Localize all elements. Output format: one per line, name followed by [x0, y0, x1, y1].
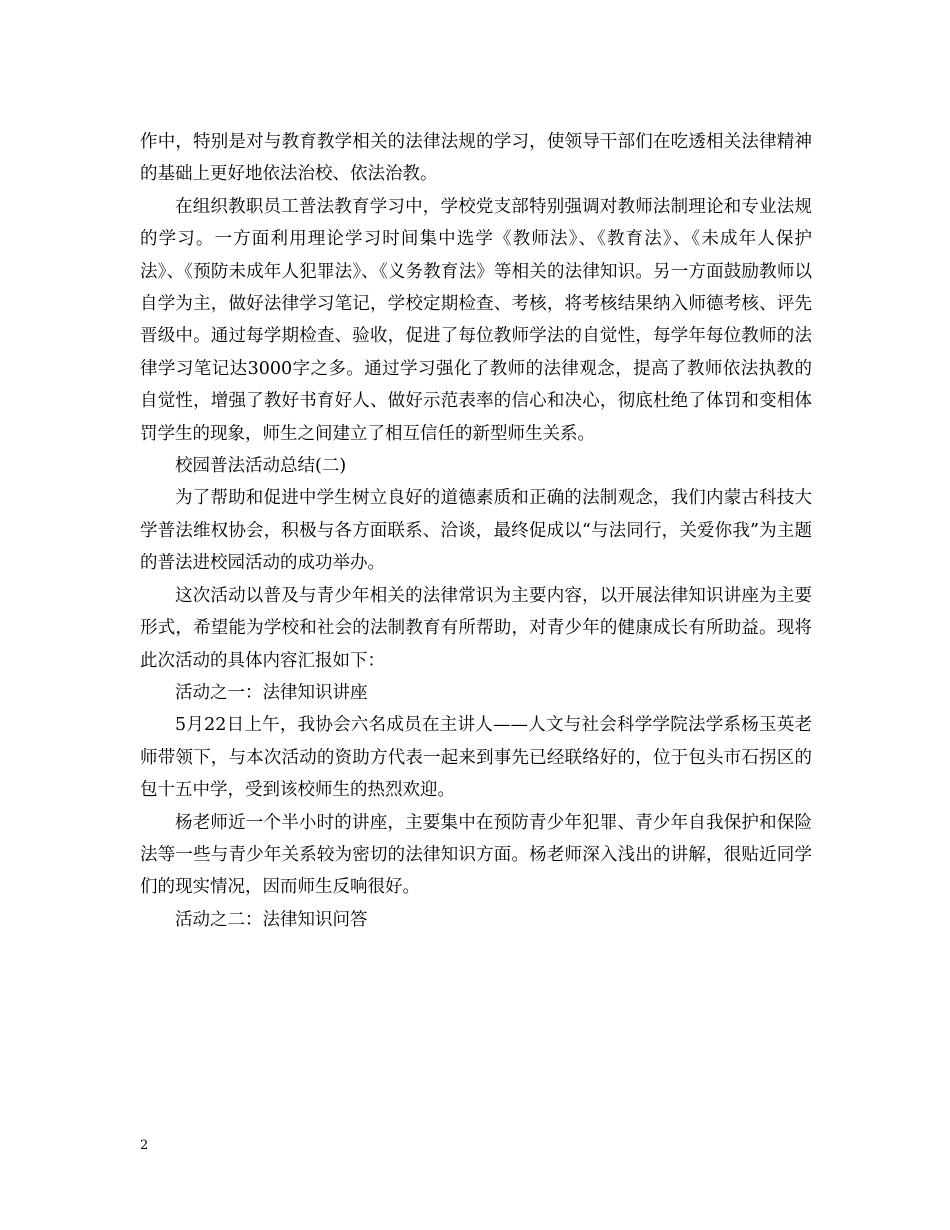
subheading-activity-two: 活动之二：法律知识问答: [175, 909, 368, 930]
subheading-activity-one: 活动之一：法律知识讲座: [175, 682, 368, 703]
paragraph-activity-intro: 为了帮助和促进中学生树立良好的道德素质和正确的法制观念，我们内蒙古科技大学普法维权协会，积极与各方面联系、洽谈，最终促成以“与法同行，关爱你我”为主题的普法进校园活动的成功举办。: [140, 488, 812, 574]
paragraph-activity-content: 这次活动以普及与青少年相关的法律常识为主要内容，以开展法律知识讲座为主要形式，希望能为学校和社会的法制教育有所帮助，对青少年的健康成长有所助益。现将此次活动的具体内容汇报如下：: [140, 585, 812, 671]
paragraph-continuation: 作中，特别是对与教育教学相关的法律法规的学习，使领导干部们在吃透相关法律精神的基础上更好地依法治校、依法治教。: [140, 132, 812, 185]
page-number: 2: [140, 1138, 149, 1153]
section-heading-summary-two: 校园普法活动总结(二): [175, 456, 347, 477]
paragraph-lecture-arrival: 5月22日上午，我协会六名成员在主讲人——人文与社会科学学院法学系杨玉英老师带领下，与本次活动的资助方代表一起来到事先已经联络好的，位于包头市石拐区的包十五中学，受到该校师生的热烈欢迎。: [140, 715, 812, 801]
paragraph-lecture-content: 杨老师近一个半小时的讲座，主要集中在预防青少年犯罪、青少年自我保护和保险法等一些与青少年关系较为密切的法律知识方面。杨老师深入浅出的讲解，很贴近同学们的现实情况，因而师生反响很好。: [140, 812, 812, 898]
document-body: [140, 126, 812, 936]
paragraph-teacher-law-study: 在组织教职员工普法教育学习中，学校党支部特别强调对教师法制理论和专业法规的学习。一方面利用理论学习时间集中选学《教师法》、《教育法》、《未成年人保护法》、《预防未成年人犯罪法》、《义务教育法》等相关的法律知识。另一方面鼓励教师以自学为主，做好法律学习笔记，学校定期检查、考核，将考核结果纳入师德考核、评先晋级中。通过每学期检查、验收，促进了每位教师学法的自觉性，每学年每位教师的法律学习笔记达3000字之多。通过学习强化了教师的法律观念，提高了教师依法执教的自觉性，增强了教好书育好人、做好示范表率的信心和决心，彻底杜绝了体罚和变相体罚学生的现象，师生之间建立了相互信任的新型师生关系。: [140, 196, 812, 444]
